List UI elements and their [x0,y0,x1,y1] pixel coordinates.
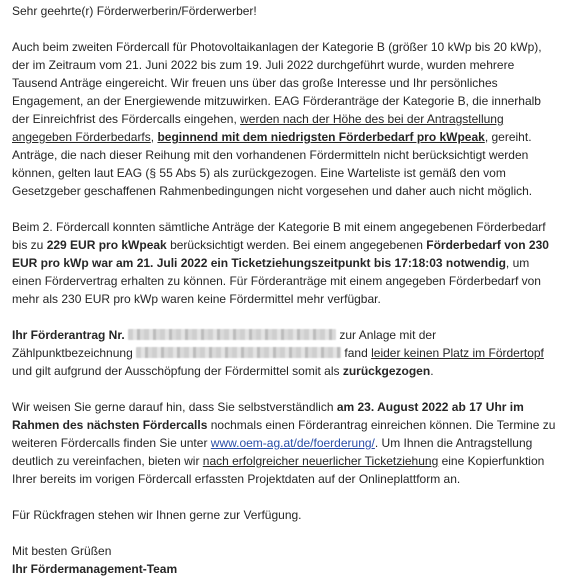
paragraph-funding-threshold: Beim 2. Fördercall konnten sämtliche Anträge der Kategorie B mit einem angegebenen Förderbedarf bis zu 229 EUR pro kWpeak berücksichtigt werden. Bei einem angegebenen Förderbedarf von 230 EUR pro kWp war am 21. Juli 2022 ein Ticketziehungszeitpunkt bis 17:18:03 notwendig, um einen Fördervertrag erhalten zu können. Für Förderanträge mit einem angegeben Förderbedarf von mehr als 230 EUR pro kWp waren keine Fördermittel mehr verfügbar. [12,220,549,306]
paragraph-next-call: Wir weisen Sie gerne darauf hin, dass Sie selbstverständlich am 23. August 2022 ab 17 Uhr im Rahmen des nächsten Fördercalls nochmals einen Förderantrag einreichen können. Die Termine zu weiteren Fördercalls finden Sie unter www.oem-ag.at/de/foerderung/. Um Ihnen die Antragstellung deutlich zu vereinfachen, bieten wir nach erfolgreicher neuerlicher Ticketziehung eine Kopierfunktion Ihrer bereits im vorigen Fördercall erfassten Projektdaten auf der Onlineplattform an. [12,400,556,486]
redacted-application-number [128,329,336,340]
closing-block [12,542,560,578]
underlined-ranking-note: werden nach der Höhe des bei der Antragstellung angegeben Förderbedarfs [12,112,504,144]
closing-text: Mit besten Grüßen [12,544,112,558]
redacted-meter-point-id [136,347,341,358]
funding-website-link[interactable]: www.oem-ag.at/de/foerderung/ [210,436,375,450]
greeting: Sehr geehrte(r) Förderwerberin/Förderwerber! [12,4,257,18]
paragraph-call-info: Auch beim zweiten Fördercall für Photovoltaikanlagen der Kategorie B (größer 10 kWp bis 20 kWp), der im Zeitraum vom 21. Juni 2022 bis zum 19. Juli 2022 durchgeführt wurde, wurden mehrere Tausend Anträge eingereicht. Wir freuen uns über das große Interesse und Ihr persönliches Engagement, an der Energiewende mitzuwirken. EAG Förderanträge der Kategorie B, die innerhalb der Einreichfrist des Fördercalls eingehen, werden nach der Höhe des bei der Antragstellung angegeben Förderbedarfs, beginnend mit dem niedrigsten Förderbedarf pro kWpeak, gereiht. Anträge, die nach dieser Reihung mit den vorhandenen Fördermitteln nicht berücksichtigt werden können, gelten laut EAG (§ 55 Abs 5) als zurückgezogen. Eine Warteliste ist gemäß den vom Gesetzgeber geschaffenen Rahmenbedingungen nicht vorgesehen und daher auch nicht möglich. [12,40,542,198]
paragraph-questions: Für Rückfragen stehen wir Ihnen gerne zur Verfügung. [12,508,302,522]
underlined-bold-ranking-note: beginnend mit dem niedrigsten Förderbedarf pro kWpeak [157,130,485,144]
signature: Ihr Fördermanagement-Team [12,562,178,576]
paragraph-application-status: Ihr Förderantrag Nr. zur Anlage mit der Zählpunktbezeichnung fand leider keinen Platz im Fördertopf und gilt aufgrund der Ausschöpfung der Fördermittel somit als zurückgezogen. [12,328,544,378]
